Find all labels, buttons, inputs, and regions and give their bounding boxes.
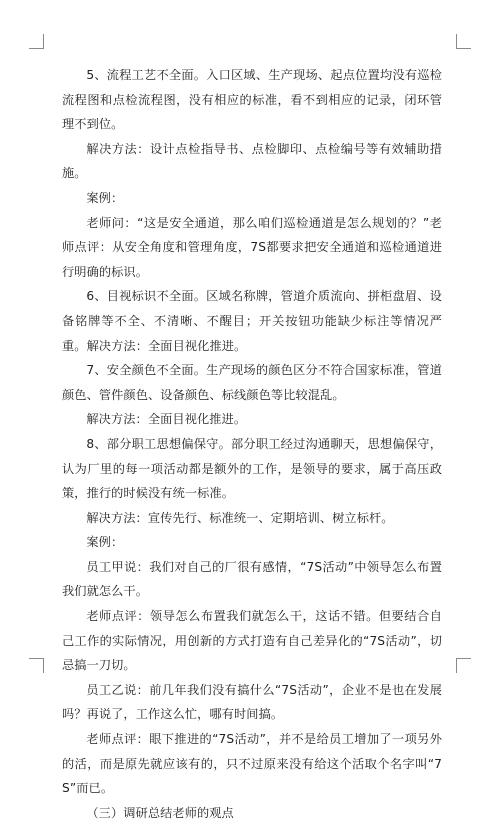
- section-heading-survey-summary: （三）调研总结老师的观点: [86, 805, 234, 820]
- crop-mark-top-left: [29, 34, 44, 49]
- paragraph-employee-a: 员工甲说：我们对自己的厂很有感情，“7S活动”中领导怎么布置我们就怎么干。: [62, 559, 442, 599]
- crop-mark-bottom-right: [456, 658, 471, 673]
- document-body: [62, 63, 442, 825]
- paragraph-safety-colors: 7、安全颜色不全面。生产现场的颜色区分不符合国家标准，管道颜色、管件颜色、设备颜色、标线颜色等比较混乱。: [62, 363, 442, 402]
- paragraph-employee-b: 员工乙说：前几年我们没有搞什么“7S活动”，企业不是也在发展吗？再说了，工作这么忙，哪有时间搞。: [62, 682, 442, 722]
- paragraph-conservative-thinking: 8、部分职工思想偏保守。部分职工经过沟通聊天，思想偏保守，认为厂里的每一项活动都是额外的工作，是领导的要求，属于高压政策，推行的时候没有统一标准。: [62, 436, 442, 501]
- paragraph-teacher-question: 老师问：“这是安全通道，那么咱们巡检通道是怎么规划的？”老师点评：从安全角度和管理角度，7S都要求把安全通道和巡检通道进行明确的标识。: [62, 215, 442, 279]
- paragraph-case-label: 案例：: [86, 190, 124, 205]
- paragraph-process-issue: 5、流程工艺不全面。入口区域、生产现场、起点位置均没有巡检流程图和点检流程图，没有相应的标准，看不到相应的记录，闭环管理不到位。: [62, 68, 442, 132]
- crop-mark-top-right: [456, 34, 471, 49]
- paragraph-solution-promotion: 解决方法：宣传先行、标准统一、定期培训、树立标杆。: [86, 510, 394, 525]
- paragraph-case-label-second: 案例：: [86, 535, 124, 550]
- paragraph-visual-signage: 6、目视标识不全面。区域名称牌，管道介质流向、拼柜盘眉、设备铭牌等不全、不清晰、不醒目；开关按钮功能缺少标注等情况严重。解决方法：全面目视化推进。: [62, 289, 442, 353]
- paragraph-teacher-comment-b: 老师点评：眼下推进的“7S活动”，并不是给员工增加了一项另外的活，而是原先就应该有的，只不过原来没有给这个活取个名字叫“7S”而已。: [62, 732, 442, 796]
- paragraph-solution-visual: 解决方法：全面目视化推进。: [86, 412, 247, 427]
- paragraph-teacher-comment-a: 老师点评：领导怎么布置我们就怎么干，这话不错。但要结合自己工作的实际情况，用创新的方式打造有自己差异化的“7S活动”，切忌搞一刀切。: [62, 609, 442, 673]
- paragraph-solution-inspection: 解决方法：设计点检指导书、点检脚印、点检编号等有效辅助措施。: [62, 141, 442, 181]
- crop-mark-bottom-left: [29, 658, 44, 673]
